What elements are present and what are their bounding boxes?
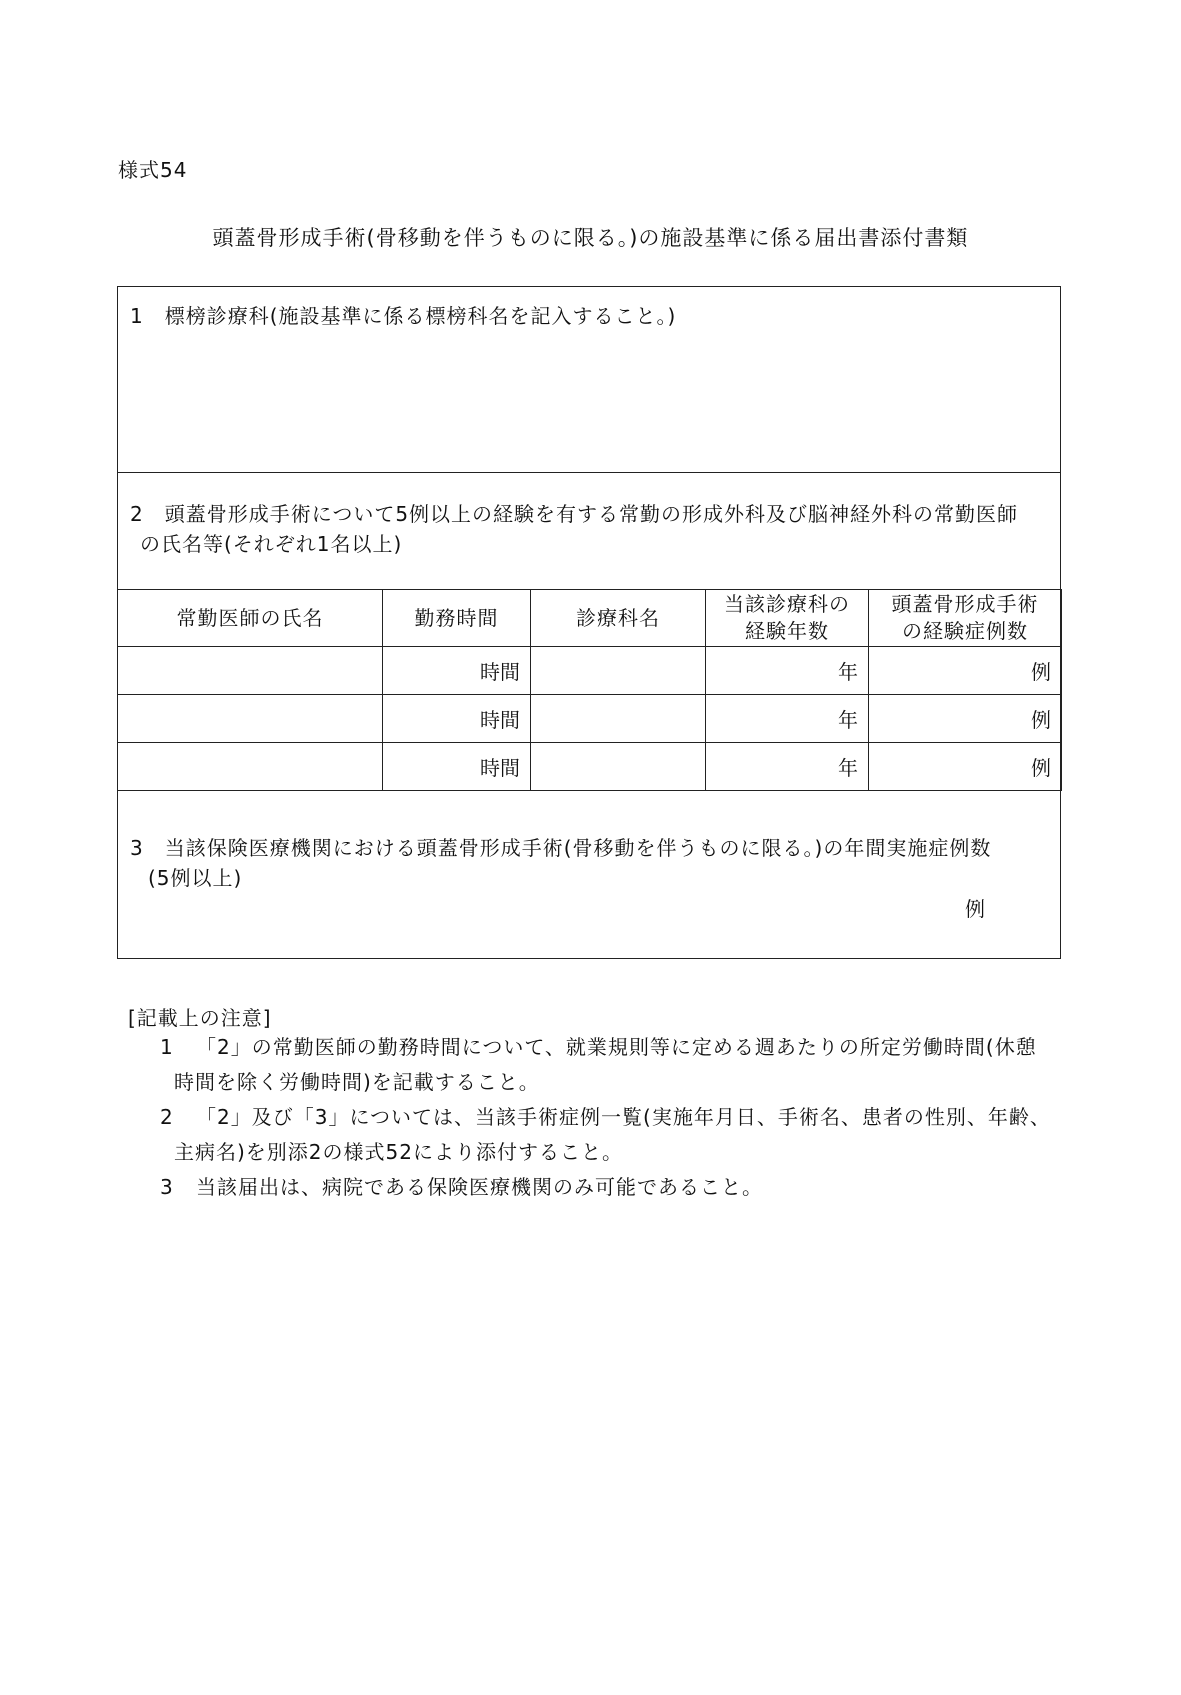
department-cell[interactable] (531, 647, 706, 695)
note-number: 1 (160, 1035, 174, 1059)
table-row (118, 647, 1062, 695)
experience-years-cell[interactable]: 年 (706, 695, 869, 743)
note-item (160, 1030, 1080, 1100)
work-hours-cell[interactable]: 時間 (383, 743, 531, 791)
note-number: 3 (160, 1175, 174, 1199)
case-count-cell[interactable]: 例 (869, 743, 1062, 791)
application-form-frame (117, 286, 1061, 959)
header-case-count-line1: 頭蓋骨形成手術 (891, 592, 1039, 616)
note-number: 2 (160, 1105, 174, 1129)
document-title: 頭蓋骨形成手術(骨移動を伴うものに限る。)の施設基準に係る届出書添付書類 (212, 226, 969, 250)
section2-label-line1: 2 頭蓋骨形成手術について5例以上の経験を有する常勤の形成外科及び脳神経外科の常勤医師 (130, 502, 1019, 526)
table-header-row (118, 590, 1062, 647)
physician-name-cell[interactable] (118, 695, 383, 743)
table-row (118, 743, 1062, 791)
note-text-line2: 主病名)を別添2の様式52により添付すること。 (174, 1140, 623, 1164)
section2-label-line2: の氏名等(それぞれ1名以上) (140, 532, 403, 556)
note-item (160, 1170, 1080, 1205)
work-hours-cell[interactable]: 時間 (383, 647, 531, 695)
header-physician-name: 常勤医師の氏名 (118, 590, 383, 647)
physician-name-cell[interactable] (118, 743, 383, 791)
case-count-cell[interactable]: 例 (869, 647, 1062, 695)
department-cell[interactable] (531, 695, 706, 743)
notes-heading: [記載上の注意] (128, 1006, 272, 1030)
header-experience-years (706, 590, 869, 647)
note-text-line1: 「2」の常勤医師の勤務時間について、就業規則等に定める週あたりの所定労働時間(休憩 (196, 1035, 1037, 1059)
note-text-line2: 時間を除く労働時間)を記載すること。 (174, 1070, 540, 1094)
form-number: 様式54 (118, 158, 188, 182)
header-experience-years-line2: 経験年数 (745, 619, 829, 643)
note-item (160, 1100, 1080, 1170)
section1-label: 1 標榜診療科(施設基準に係る標榜科名を記入すること。) (130, 304, 677, 328)
experience-years-cell[interactable]: 年 (706, 647, 869, 695)
note-text-line1: 当該届出は、病院である保険医療機関のみ可能であること。 (196, 1175, 763, 1199)
section-divider (118, 472, 1060, 473)
section3-label-line2: (5例以上) (148, 866, 243, 890)
header-department: 診療科名 (531, 590, 706, 647)
work-hours-cell[interactable]: 時間 (383, 695, 531, 743)
department-cell[interactable] (531, 743, 706, 791)
annual-case-count-field[interactable]: 例 (965, 897, 985, 921)
case-count-cell[interactable]: 例 (869, 695, 1062, 743)
physician-name-cell[interactable] (118, 647, 383, 695)
section3-label-line1: 3 当該保険医療機関における頭蓋骨形成手術(骨移動を伴うものに限る。)の年間実施症例数 (130, 836, 992, 860)
header-experience-years-line1: 当該診療科の (724, 592, 850, 616)
table-row (118, 695, 1062, 743)
header-case-count-line2: の経験症例数 (902, 619, 1028, 643)
physician-table (117, 589, 1062, 791)
header-case-count (869, 590, 1062, 647)
header-work-hours: 勤務時間 (383, 590, 531, 647)
experience-years-cell[interactable]: 年 (706, 743, 869, 791)
note-text-line1: 「2」及び「3」については、当該手術症例一覧(実施年月日、手術名、患者の性別、年齢、 (196, 1105, 1051, 1129)
